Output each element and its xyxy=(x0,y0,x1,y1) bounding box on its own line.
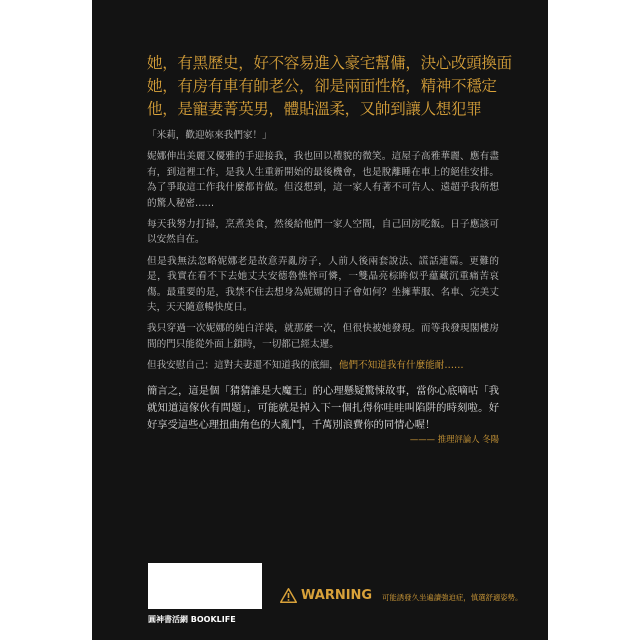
book-back-cover xyxy=(92,0,548,640)
review-quote: 簡言之，這是個「猜猜誰是大魔王」的心理懸疑驚悚故事，當你心底嘀咕「我就知道這傢伙有問題」，可能就是掉入下一個扎得你哇哇叫陷阱的時刻啦。好好享受這些心理扭曲角色的大亂鬥，千萬別浪費你的同情心喔！ xyxy=(147,385,499,431)
tagline-line-1: 她，有黑歷史，好不容易進入豪宅幫傭，決心改頭換面 xyxy=(147,54,512,72)
synopsis-paragraph-last xyxy=(147,358,499,373)
synopsis-highlight: 他們不知道我有什麼能耐…… xyxy=(338,360,464,372)
tagline-line-2: 她，有房有車有帥老公，卻是兩面性格，精神不穩定 xyxy=(147,77,497,95)
synopsis-paragraph: 但是我無法忽略妮娜老是故意弄亂房子，人前人後兩套說法、謊話連篇。更難的是，我實在看不下去她丈夫安德魯憔悴可憐，一雙晶亮棕眸似乎蘊藏沉重痛苦哀傷。最重要的是，我禁不住去想身為妮娜的日子會如何？坐擁華服、名車、完美丈夫，天天隨意暢快度日。 xyxy=(147,255,499,314)
tagline xyxy=(147,52,512,121)
tagline-line-3: 他，是寵妻菁英男，體貼溫柔，又帥到讓人想犯罪 xyxy=(147,100,482,118)
synopsis-paragraph: 每天我努力打掃，烹煮美食，然後給他們一家人空間，自己回房吃飯。日子應該可以安然自在。 xyxy=(147,219,499,246)
warning-icon xyxy=(280,588,297,603)
synopsis-text: 但我安慰自己：這對夫妻還不知道我的底細， xyxy=(147,360,339,372)
synopsis-paragraph: 我只穿過一次妮娜的純白洋裝，就那麼一次，但很快被她發現。而等我發現閣樓房間的門只能從外面上鎖時，一切都已經太遲。 xyxy=(147,323,499,350)
synopsis-paragraph: 「米莉，歡迎妳來我們家！」 xyxy=(147,130,272,141)
publisher-logo: 圓神書活網 BOOKLIFE xyxy=(148,615,236,624)
review-signature: ——— 推理評論人 冬陽 xyxy=(409,434,499,444)
warning-label: WARNING xyxy=(301,588,373,603)
barcode-area xyxy=(148,563,262,609)
warning-note: 可能誘發久坐遍讀強迫症，慎選舒適姿勢。 xyxy=(382,593,523,602)
synopsis-paragraph: 妮娜伸出美麗又優雅的手迎接我，我也回以禮貌的微笑。這屋子高雅華麗、應有盡有，到這裡工作，是我人生重新開始的最後機會，也是脫離睡在車上的絕佳安排。為了爭取這工作我什麼都肯做。但沒想到，這一家人有著不可告人、遠超乎我所想的驚人秘密…… xyxy=(147,151,499,209)
synopsis xyxy=(147,128,499,380)
